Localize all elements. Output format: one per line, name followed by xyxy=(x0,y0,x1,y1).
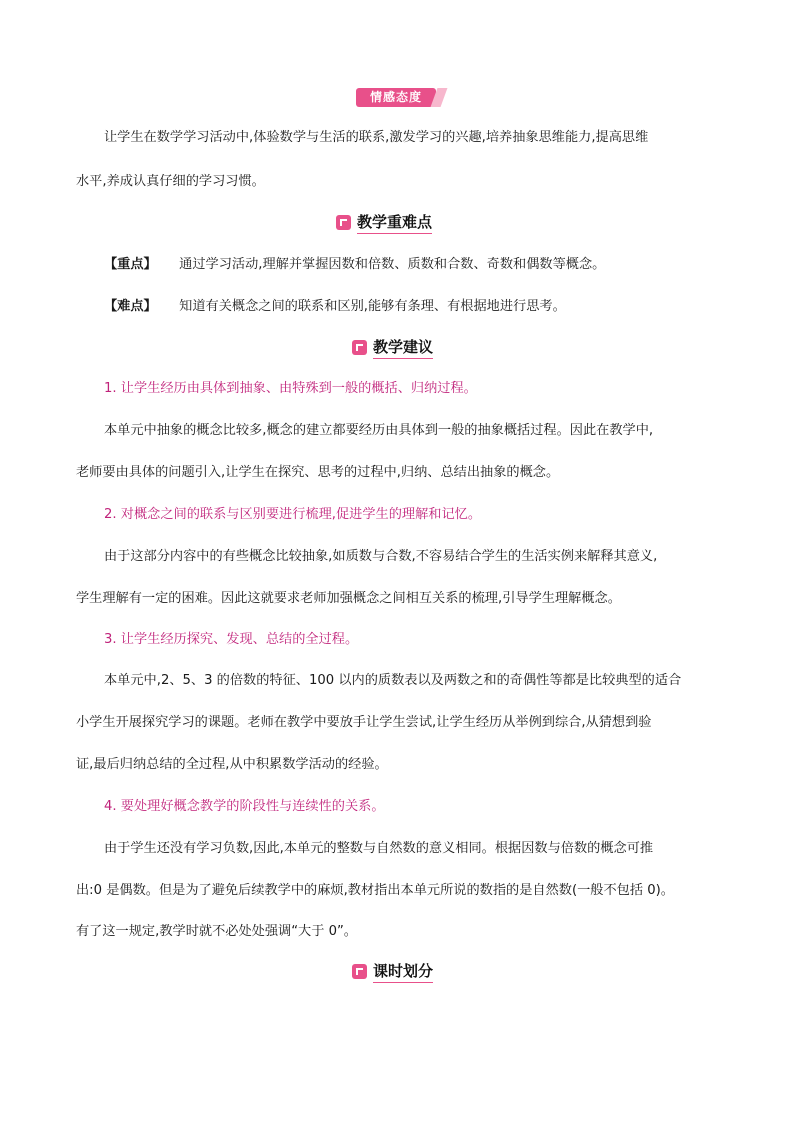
difficulty-text: 知道有关概念之间的联系和区别,能够有条理、有根据地进行思考。 xyxy=(179,299,566,314)
focus-row xyxy=(104,255,605,275)
section-heading-key-points xyxy=(336,211,432,234)
section-heading-advice xyxy=(352,336,433,359)
advice-heading-3: 3. 让学生经历探究、发现、总结的全过程。 xyxy=(104,632,359,647)
advice-heading-2: 2. 对概念之间的联系与区别要进行梳理,促进学生的理解和记忆。 xyxy=(104,507,482,522)
bookmark-icon xyxy=(352,964,367,979)
advice-2-line-2: 学生理解有一定的困难。因此这就要求老师加强概念之间相互关系的梳理,引导学生理解概念。 xyxy=(76,591,621,606)
bookmark-icon xyxy=(336,215,351,230)
advice-1-line-2: 老师要由具体的问题引入,让学生在探究、思考的过程中,归纳、总结出抽象的概念。 xyxy=(76,465,560,480)
advice-4-line-1: 由于学生还没有学习负数,因此,本单元的整数与自然数的意义相同。根据因数与倍数的概念可推 xyxy=(104,841,654,856)
advice-3-line-3: 证,最后归纳总结的全过程,从中积累数学活动的经验。 xyxy=(76,757,388,772)
advice-heading-1: 1. 让学生经历由具体到抽象、由特殊到一般的概括、归纳过程。 xyxy=(104,381,477,396)
advice-3-line-2: 小学生开展探究学习的课题。老师在教学中要放手让学生尝试,让学生经历从举例到综合,从猜想到验 xyxy=(76,715,652,730)
advice-1-line-1: 本单元中抽象的概念比较多,概念的建立都要经历由具体到一般的抽象概括过程。因此在教学中, xyxy=(104,423,654,438)
section-title: 教学建议 xyxy=(373,336,433,359)
advice-heading-4: 4. 要处理好概念教学的阶段性与连续性的关系。 xyxy=(104,799,385,814)
attitude-line-2: 水平,养成认真仔细的学习习惯。 xyxy=(76,174,265,189)
advice-4-line-2: 出:0 是偶数。但是为了避免后续教学中的麻烦,教材指出本单元所说的数指的是自然数(一般不包括 0)。 xyxy=(76,883,674,898)
difficulty-row xyxy=(104,297,566,317)
focus-text: 通过学习活动,理解并掌握因数和倍数、质数和合数、奇数和偶数等概念。 xyxy=(179,257,606,272)
section-title: 课时划分 xyxy=(373,960,433,983)
attitude-line-1: 让学生在数学学习活动中,体验数学与生活的联系,激发学习的兴趣,培养抽象思维能力,提高思维 xyxy=(104,130,649,145)
section-badge-attitude: 情感态度 xyxy=(356,88,436,107)
section-title: 教学重难点 xyxy=(357,211,432,234)
bookmark-icon xyxy=(352,340,367,355)
advice-4-line-3: 有了这一规定,教学时就不必处处强调“大于 0”。 xyxy=(76,924,357,939)
advice-2-line-1: 由于这部分内容中的有些概念比较抽象,如质数与合数,不容易结合学生的生活实例来解释其意义, xyxy=(104,549,658,564)
focus-tag: 【重点】 xyxy=(104,257,157,272)
advice-3-line-1: 本单元中,2、5、3 的倍数的特征、100 以内的质数表以及两数之和的奇偶性等都是比较典型的适合 xyxy=(104,673,682,688)
section-heading-periods xyxy=(352,960,433,983)
difficulty-tag: 【难点】 xyxy=(104,299,157,314)
